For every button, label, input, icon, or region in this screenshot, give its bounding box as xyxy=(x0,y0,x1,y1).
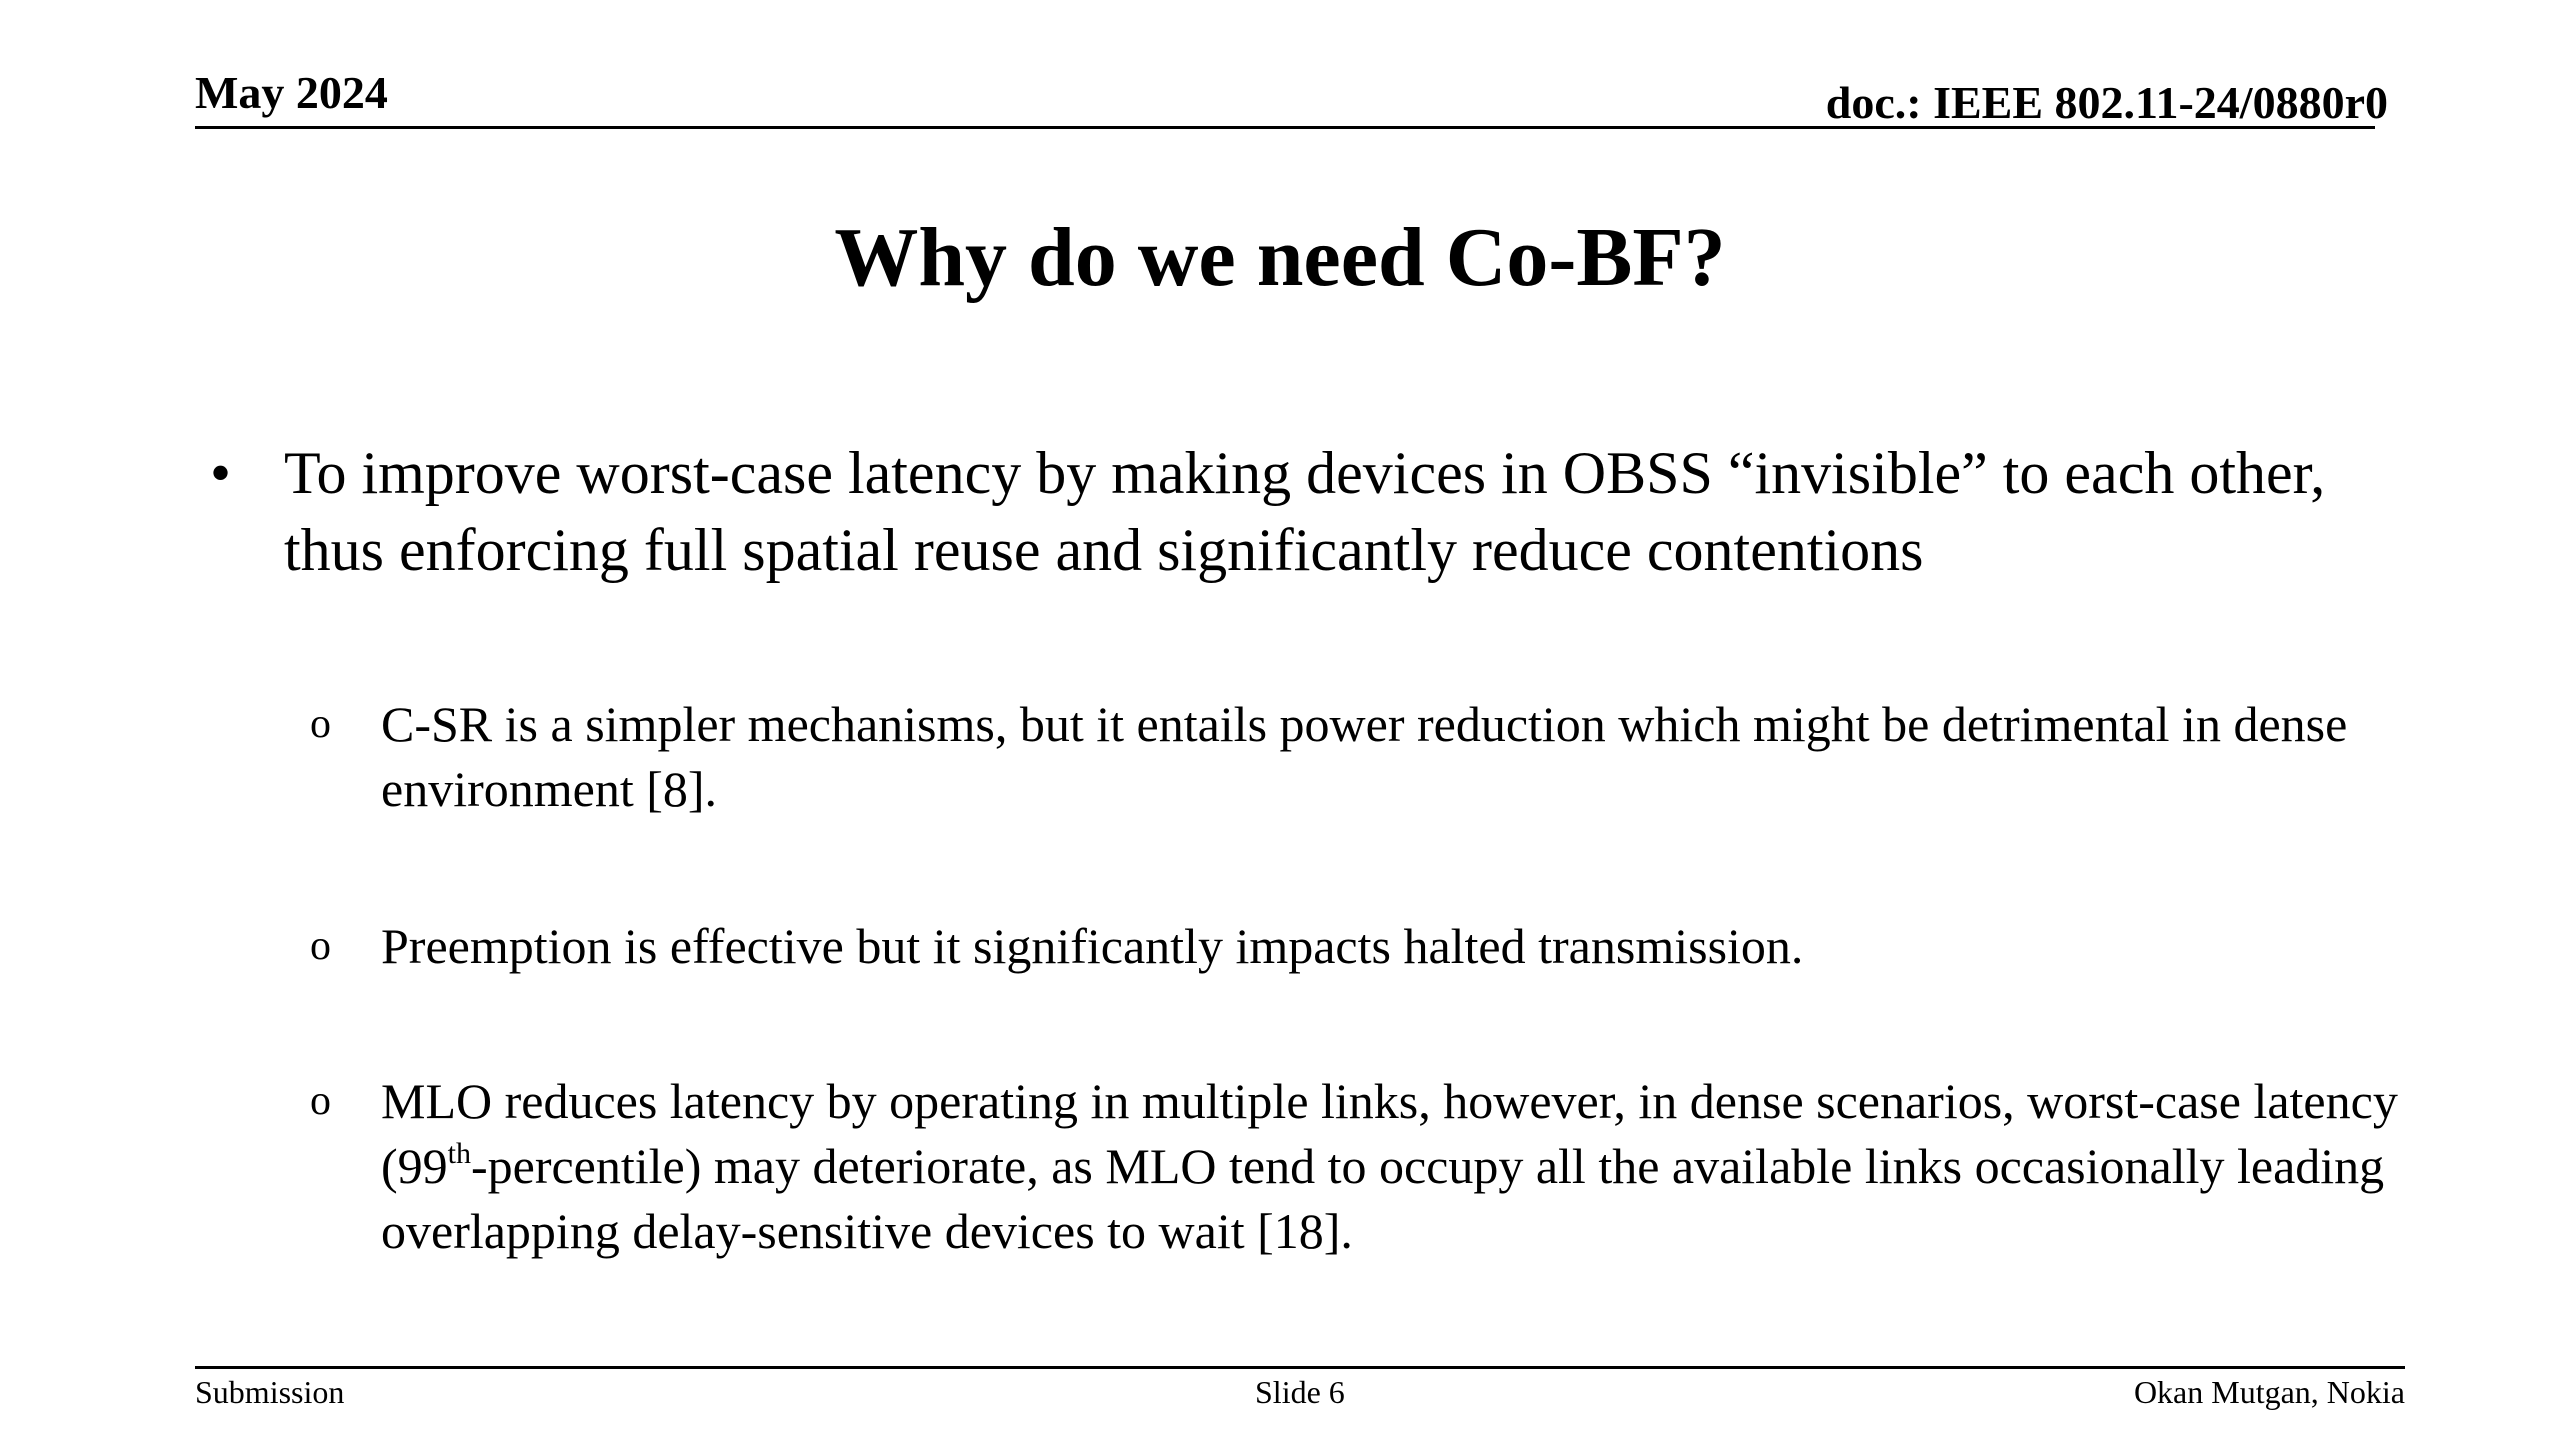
main-bullet-text: To improve worst-case latency by making devices in OBSS “invisible” to each other, thus enforcing full spatial reuse and significantly reduce contentions xyxy=(284,440,2326,583)
bullet-marker-icon: • xyxy=(210,440,232,506)
sub-bullet-text: Preemption is effective but it significantly impacts halted transmission. xyxy=(381,918,1804,974)
superscript-ordinal: th xyxy=(447,1137,471,1170)
footer-divider xyxy=(195,1366,2405,1369)
sub-bullet-text-start: MLO reduces latency by operating in multiple links, however, in dense scenarios, worst-case latency (99 xyxy=(381,1073,2398,1194)
header-doc-id: doc.: IEEE 802.11-24/0880r0 xyxy=(1825,77,2388,128)
hollow-circle-bullet-icon: o xyxy=(310,1078,331,1124)
sub-bullet-text: C-SR is a simpler mechanisms, but it entails power reduction which might be detrimental in dense environment [8]. xyxy=(381,696,2348,817)
hollow-circle-bullet-icon: o xyxy=(310,701,331,747)
header-date: May 2024 xyxy=(195,67,388,118)
slide-title: Why do we need Co-BF? xyxy=(834,211,1726,304)
footer-slide-number: Slide 6 xyxy=(1255,1374,1345,1410)
hollow-circle-bullet-icon: o xyxy=(310,923,331,969)
footer-submission: Submission xyxy=(195,1374,345,1410)
sub-bullet-text-end: -percentile) may deteriorate, as MLO tend to occupy all the available links occasionally leading overlapping delay-sensitive devices to wait [18]. xyxy=(381,1138,2385,1259)
footer-author: Okan Mutgan, Nokia xyxy=(2133,1374,2405,1410)
sub-bullet-text xyxy=(381,1069,2411,1264)
header-divider xyxy=(195,126,2375,129)
